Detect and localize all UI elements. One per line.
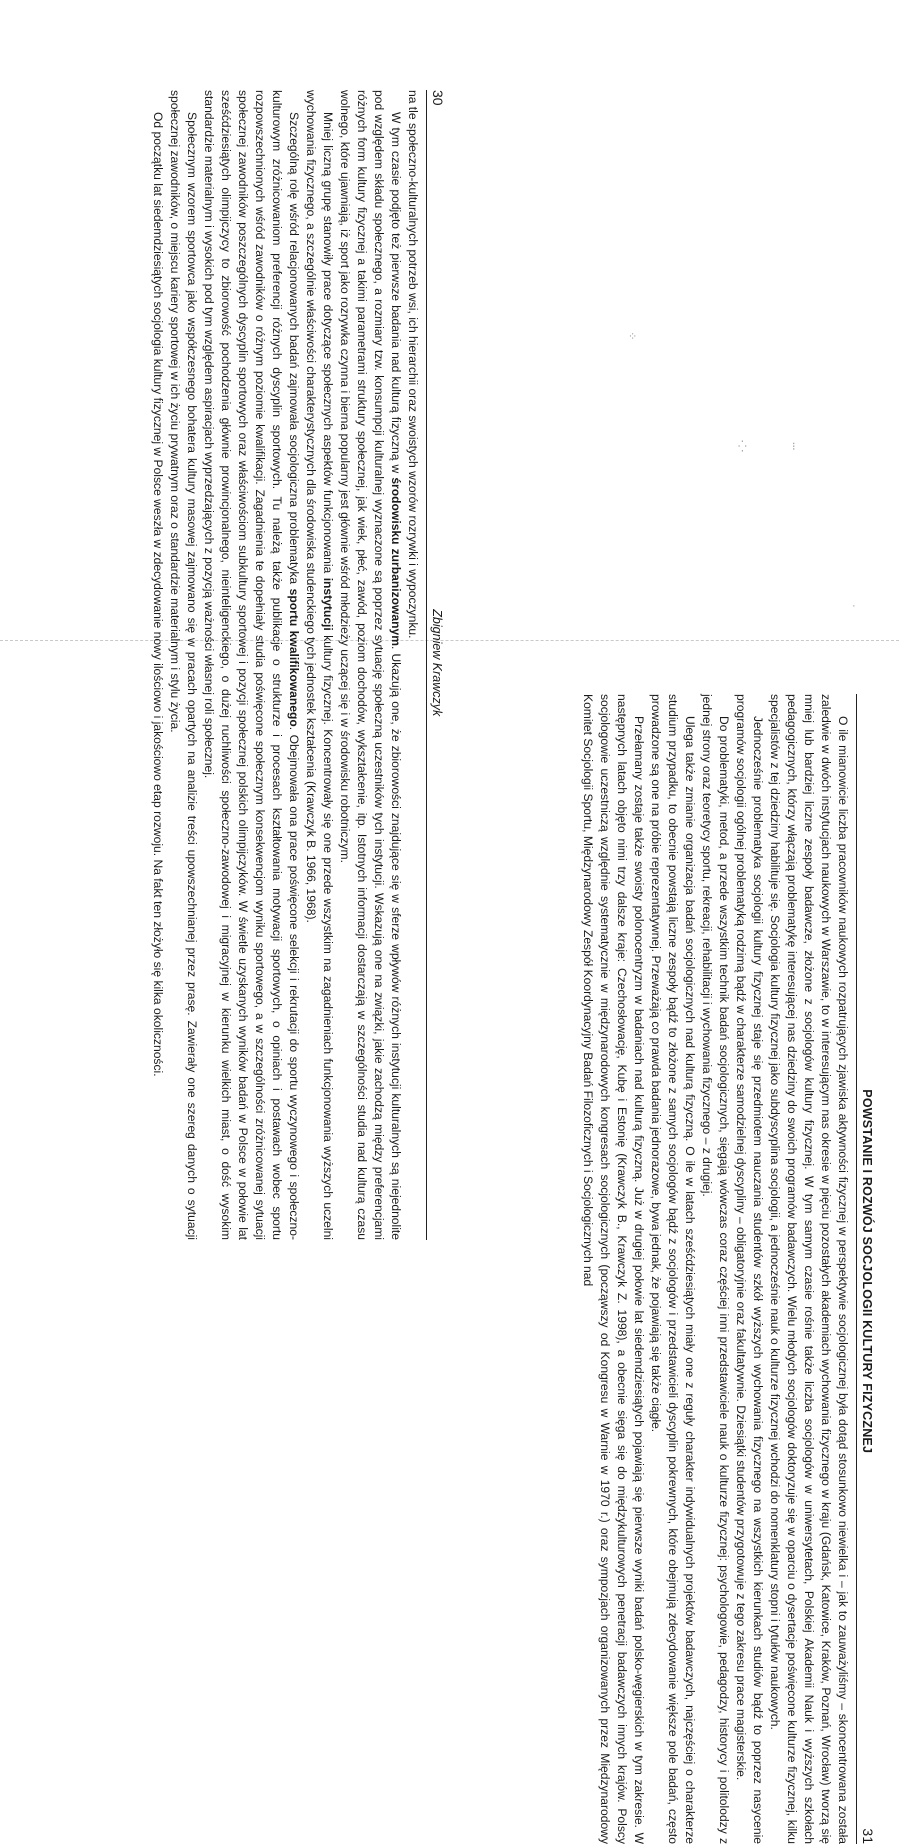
- paragraph: [149, 90, 166, 1240]
- bold-term: sportu kwalifikowanego: [287, 588, 301, 727]
- scan-speckle: ⁛: [738, 441, 747, 453]
- text-run: O ile mianowicie liczba pracowników naukowych rozpatrujących zjawiska aktywności fizycznej w perspektywie socjologicznej była dotąd stosunkowo niewielka i – jak to zauważyliśmy – skoncentrowana została zaledwie w dwóch instytucjach naukowych w Warszawie, to w interesującym nas okresie w pięciu pozostałych akademiach wychowania fizycznego w kraju (Gdańsk, Katowice, Kraków, Poznań, Wrocław) tworzą się mniej lub bardziej liczne zespoły badawcze, złożone z socjologów kultury fizycznej. W tym samym czasie rośnie także liczba socjologów w uniwersytetach, Polskiej Akademii Nauk i wyższych szkołach pedagogicznych, którzy włączają problematykę interesującej nas dziedziny do swoich programów badawczych. Wielu młodych socjologów doktoryzuje się w oparciu o dysertacje poświęcone kulturze fizycznej, kilku specjalistów z tej dziedziny habilituje się. Socjologia kultury fizycznej jako subdyscyplina socjologii, a jednocześnie nauk o kulturze fizycznej wchodzi do nomenklatury stopni i tytułów naukowych.: [768, 694, 850, 1844]
- running-head: [426, 90, 446, 1240]
- running-head: [856, 694, 876, 1844]
- text-run: Jednocześnie problematyka socjologii kultury fizycznej staje się przedmiotem nauczania studentów szkół wyższych wychowania fizycznego na wszystkich kierunkach studiów bądź to poprzez nasycenie programów socjologii ogólnej problematyką rodzimą bądź w charakterze samodzielnej dyscypliny – obligatoryjnie oraz fakultatywnie. Dziesiątki studentów przygotowuje z tego zakresu prace magisterskie.: [734, 694, 765, 1844]
- text-run: Mniej liczną grupę stanowiły prace dotyczące społecznych aspektów funkcjonowania: [321, 112, 335, 578]
- scan-speckle: ⁝: [792, 441, 796, 453]
- page-body: [149, 90, 421, 1240]
- scan-speckle: ·: [852, 600, 856, 612]
- text-run: . Obejmowała ona prace poświęcone selekcji i rekrutacji do sportu wyczynowego i społeczno-kulturowym zróżnicowaniom preferencji różnych dyscyplin sportowych. Tu należą także publikacje o strukturze i procesach kształtowania motywacji sportowych, o opiniach i postawach wobec sportu rozpowszechnionych wśród zawodników o różnym poziomie kwalifikacji. Zagadnienia te dopełniały studia poświęcone społecznym konsekwencjom wyniku sportowego, a w szczególności zróżnicowanej sytuacji społecznej zawodników poszczególnych dyscyplin sportowych oraz właściwościom subkultury sportowej i pozycji społecznej polskich olimpijczyków. W świetle uzyskanych wyników badań w Polsce w połowie lat sześćdziesiątych olimpijczycy to zbiorowość pochodzenia głównie prowincjonalnego, nieinteligenckiego, o dużej ruchliwości społeczno-zawodowej i migracyjnej w kierunku wielkich miast, o dość wysokim standardzie materialnym i wysokich pod tym względem aspiracjach wyprzedzających z pozycją ważności własnej roli społecznej.: [202, 90, 301, 1240]
- page-body: [579, 694, 851, 1844]
- text-run: Do problematyki, metod, a przede wszystkim technik badań socjologicznych, sięgają wówczas coraz częściej inni przedstawiciele nauk o kulturze fizycznej: psychologowie, pedagodzy, historycy i politolodzy z jednej strony oraz teoretycy sportu, rekreacji, rehabilitacji i wychowania fizycznego – z drugiej.: [700, 694, 731, 1844]
- scan-speckle: ⁘: [628, 331, 638, 343]
- paragraph: [698, 694, 732, 1844]
- running-head-title: POWSTANIE I ROZWÓJ SOCJOLOGII KULTURY FIZYCZNEJ: [860, 1089, 874, 1454]
- text-run: Szczególną rolę wśród relacjonowanych badań zajmowała socjologiczna problematyka: [287, 112, 301, 589]
- paragraph: [404, 90, 421, 1240]
- text-run: . Ukazują one, że zbiorowości znajdujące się w sferze wpływów różnych instytucji kulturalnych są niejednolite pod względem składu społecznego, a rozmiary tzw. konsumpcji kulturalnej wyznaczone są poprzez sytuację społeczną uczestników tych instytucji. Wskazują one na związki, jakie zachodzą między preferencjami różnych form kultury fizycznej a takimi parametrami struktury społecznej, jak wiek, płeć, zawód, poziom dochodów, wykształcenie, itp. Istotnych informacji dostarczają w szczególności studia nad kulturą czasu wolnego, które ujawniają, iż sport jako rozrywka czynna i bierna popularny jest głównie wśród młodzieży uczącej się i w środowisku robotniczym.: [338, 90, 403, 1240]
- paragraph: [766, 694, 851, 1844]
- text-run: Przełamany zostaje także swoisty polonocentryzm w badaniach nad kulturą fizyczną. Już w drugiej połowie lat siedemdziesiątych pojawiają się pierwsze wyniki badań polsko-węgierskich w tym zakresie. W następnych latach objęto nimi trzy dalsze kraje: Czechosłowację, Kubę i Estonię (Krawczyk B., Krawczyk Z. 1998), a obecnie sięga się do międzykulturowych penetracji badawczych innych krajów. Polscy socjologowie uczestniczą względnie systematycznie w międzynarodowych kongresach socjologicznych (począwszy od Kongresu w Warnie w 1970 r.) oraz sympozjach organizowanych przez Międzynarodowy Komitet Socjologii Sportu, Międzynarodowy Zespół Koordynacyjny Badań Filozoficznych i Socjologicznych nad: [581, 694, 646, 1844]
- page-number: 31: [860, 1828, 876, 1844]
- text-run: Społecznym wzorem sportowca jako współczesnego bohatera kultury masowej zajmowano się w pracach opartych na analizie treści upowszechnianej przez prasę. Zawierały one szereg danych o sytuacji społecznej zawodników, o miejscu kariery sportowej w ich życiu prywatnym oraz o standardzie materialnym i stylu życia.: [168, 90, 199, 1240]
- page-number: 30: [430, 90, 446, 106]
- running-head-title: Zbigniew Krawczyk: [430, 609, 444, 717]
- text-run: W tym czasie podjęto też pierwsze badania nad kulturą fizyczną w: [389, 112, 403, 478]
- bold-term: środowisku zurbanizowanym: [389, 477, 403, 647]
- text-run: na tle społeczno-kulturalnych potrzeb wsi, ich hierarchii oraz swoistych wzorów rozrywki i wypoczynku.: [406, 90, 420, 639]
- left-page: [16, 90, 446, 1240]
- text-run: kultury fizycznej. Koncentrowały się one przede wszystkim na zagadnieniach funkcjonowania wyższych uczelni wychowania fizycznego, a szczególnie właściwości charakterystycznych dla środowiska studenckiego tych jednostek kształcenia (Krawczyk B. 1966, 1968).: [304, 90, 335, 1240]
- text-run: Od początku lat siedemdziesiątych socjologia kultury fizycznej w Polsce weszła w zdecydowanie nowy ilościowo i jakościowo etap rozwoju. Na fakt ten złożyło się kilka okoliczności.: [151, 112, 165, 1077]
- paragraph: [647, 694, 698, 1844]
- paragraph: [732, 694, 766, 1844]
- paragraph: [579, 694, 647, 1844]
- paragraph: [200, 90, 302, 1240]
- paragraph: [166, 90, 200, 1240]
- right-page: [446, 694, 876, 1844]
- text-run: Ulega także zmianie organizacja badań socjologicznych nad kulturą fizyczną. O ile w latach sześćdziesiątych miały one z reguły charakter indywidualnych projektów badawczych, najczęściej o charakterze studium przypadku, to obecnie powstają liczne zespoły bądź to złożone z samych socjologów bądź z socjologów i przedstawicieli dyscyplin pokrewnych, które obejmują zdecydowanie większe pole badań, często prowadzone są one na próbie reprezentatywnej. Przeważają co prawda badania jednorazowe, bywa jednak, że pojawiają się także ciągłe.: [649, 694, 697, 1844]
- paragraph: [302, 90, 336, 1240]
- bold-term: instytucji: [321, 577, 335, 631]
- paragraph: [336, 90, 404, 1240]
